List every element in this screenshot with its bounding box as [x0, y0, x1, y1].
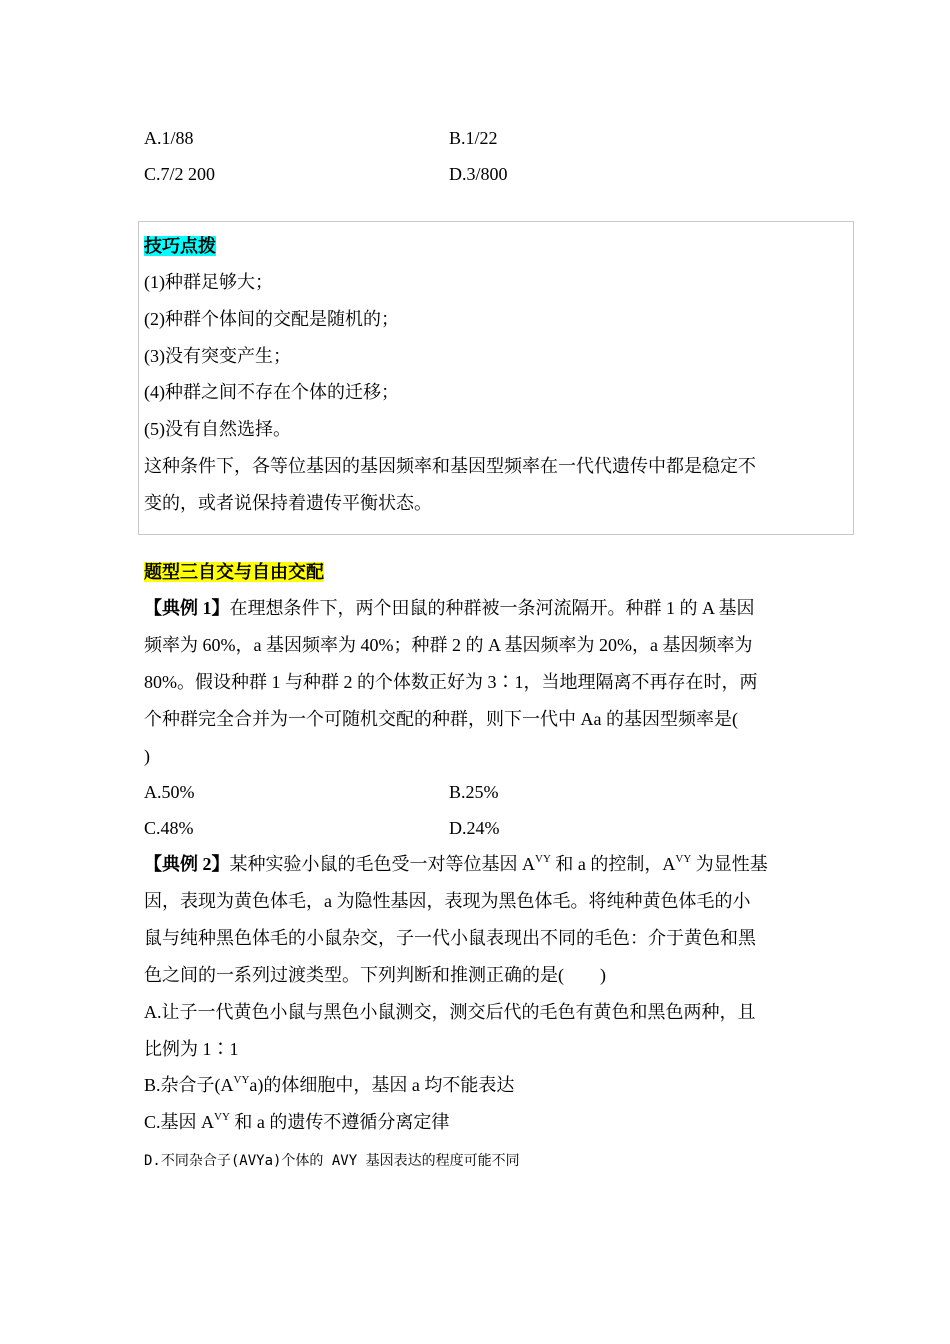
example2-option-d: D.不同杂合子(AVYa)个体的 AVY 基因表达的程度可能不同	[144, 1153, 520, 1169]
example1-option-d: D.24%	[449, 818, 500, 838]
tips-summary-line2: 变的，或者说保持着遗传平衡状态。	[144, 493, 432, 513]
example2-option-a-line2: 比例为 1∶1	[144, 1039, 239, 1059]
tips-item-2: (2)种群个体间的交配是随机的；	[144, 309, 399, 329]
example2-line4: 色之间的一系列过渡类型。下列判断和推测正确的是( )	[144, 965, 606, 985]
tips-item-5: (5)没有自然选择。	[144, 419, 291, 439]
example1-line5: )	[144, 746, 150, 766]
example2-line2: 因，表现为黄色体毛，a 为隐性基因，表现为黑色体毛。将纯种黄色体毛的小	[144, 891, 751, 911]
example1-option-b: B.25%	[449, 782, 499, 802]
example2-line1	[144, 852, 768, 876]
tips-item-3: (3)没有突变产生；	[144, 346, 291, 366]
superscript-vy: VY	[214, 1111, 230, 1123]
section-title-text: 题型三自交与自由交配	[144, 562, 324, 582]
example2-text1c: 为显性基	[691, 854, 768, 874]
example2-label: 【典例 2】	[144, 854, 230, 874]
example2-option-c	[144, 1110, 449, 1134]
example1-line3: 80%。假设种群 1 与种群 2 的个体数正好为 3∶1，当地理隔离不再存在时，两	[144, 672, 758, 692]
option-c: C.7/2 200	[144, 164, 216, 184]
option-b: B.1/22	[449, 128, 498, 148]
tips-summary-line1: 这种条件下，各等位基因的基因频率和基因型频率在一代代遗传中都是稳定不	[144, 456, 756, 476]
example2-option-b	[144, 1073, 514, 1097]
example1-line2: 频率为 60%，a 基因频率为 40%；种群 2 的 A 基因频率为 20%，a 基因频率为	[144, 635, 753, 655]
example2-option-b-post: a)的体细胞中，基因 a 均不能表达	[249, 1075, 515, 1095]
example2-option-c-pre: C.基因 A	[144, 1112, 215, 1132]
superscript-vy: VY	[233, 1074, 250, 1086]
example2-option-c-post: 和 a 的遗传不遵循分离定律	[229, 1112, 450, 1132]
tips-item-4: (4)种群之间不存在个体的迁移；	[144, 382, 399, 402]
section-title	[144, 560, 324, 584]
example2-text1a: 某种实验小鼠的毛色受一对等位基因 A	[229, 854, 535, 874]
tips-title	[144, 234, 216, 258]
example1-text1: 在理想条件下，两个田鼠的种群被一条河流隔开。种群 1 的 A 基因	[229, 598, 755, 618]
superscript-vy: VY	[535, 853, 551, 865]
example1-line4: 个种群完全合并为一个可随机交配的种群，则下一代中 Aa 的基因型频率是(	[144, 709, 738, 729]
example2-option-b-pre: B.杂合子(A	[144, 1075, 234, 1095]
superscript-vy: VY	[675, 853, 692, 865]
example1-label: 【典例 1】	[144, 598, 230, 618]
tips-item-1: (1)种群足够大；	[144, 272, 273, 292]
option-d: D.3/800	[449, 164, 508, 184]
option-a: A.1/88	[144, 128, 194, 148]
tips-box	[138, 221, 854, 535]
example1-line1	[144, 596, 755, 620]
tips-title-text: 技巧点拨	[144, 236, 216, 256]
example2-text1b: 和 a 的控制，A	[550, 854, 676, 874]
example2-line3: 鼠与纯种黑色体毛的小鼠杂交，子一代小鼠表现出不同的毛色：介于黄色和黑	[144, 928, 756, 948]
example1-option-a: A.50%	[144, 782, 195, 802]
example1-option-c: C.48%	[144, 818, 194, 838]
example2-option-a-line1: A.让子一代黄色小鼠与黑色小鼠测交，测交后代的毛色有黄色和黑色两种，且	[144, 1002, 756, 1022]
